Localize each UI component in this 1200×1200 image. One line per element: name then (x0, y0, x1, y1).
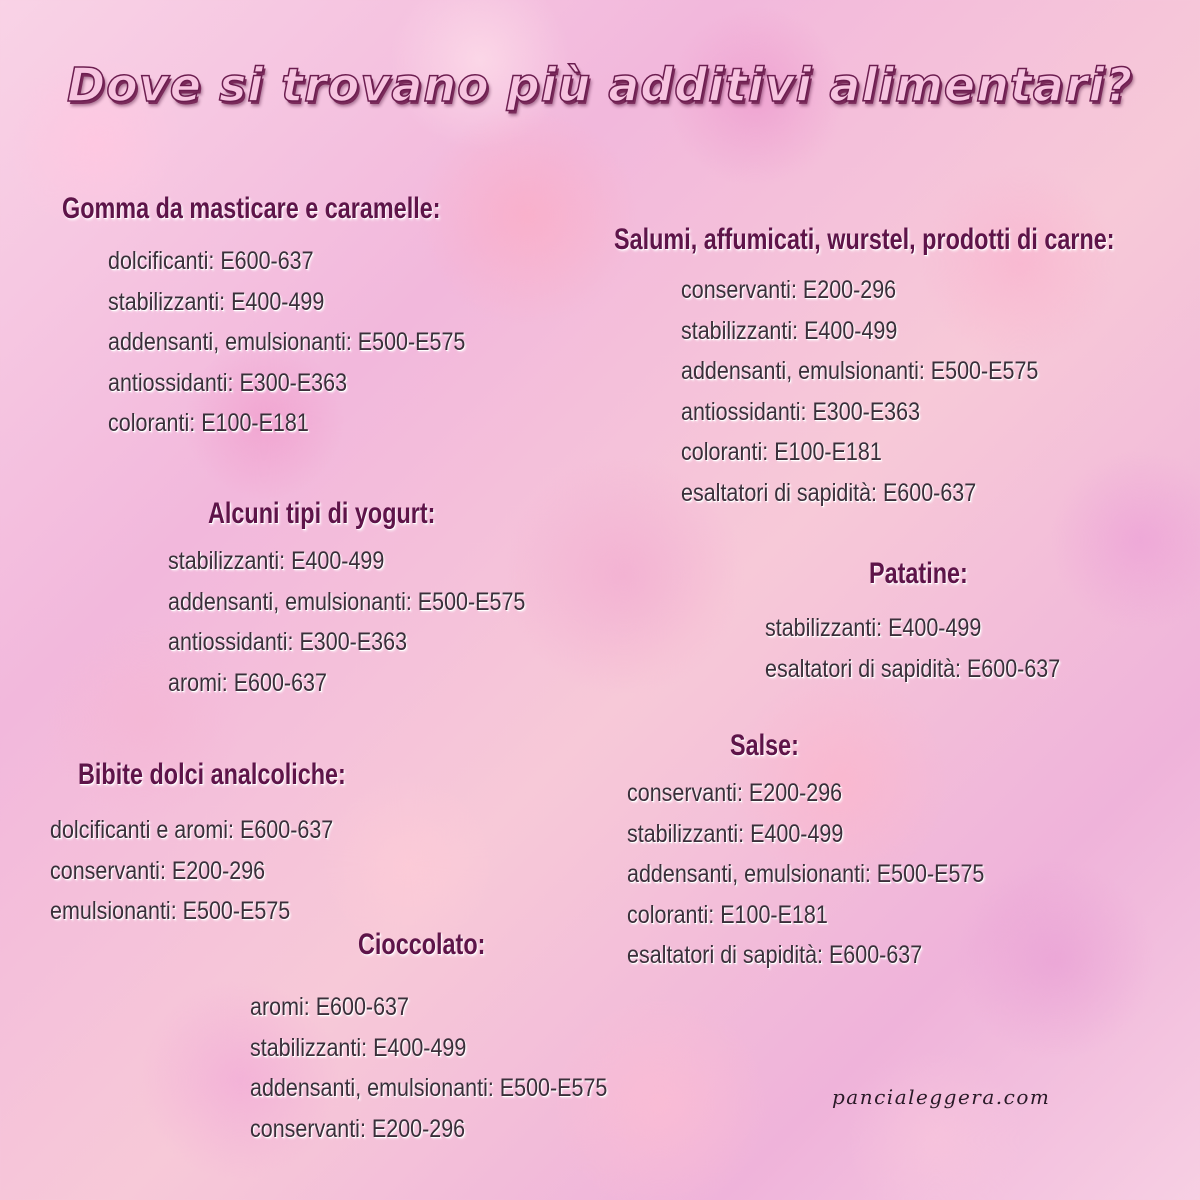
section-bibite (50, 757, 421, 932)
additive-item: aromi: E600-637 (168, 668, 327, 697)
additive-item: addensanti, emulsionanti: E500-E575 (168, 587, 526, 616)
additive-item: dolcificanti: E600-637 (108, 247, 314, 275)
additive-item: addensanti, emulsionanti: E500-E575 (681, 357, 1039, 385)
additive-list (250, 987, 666, 1149)
additive-list (108, 241, 547, 444)
additive-item: addensanti, emulsionanti: E500-E575 (108, 328, 466, 356)
additive-item: stabilizzanti: E400-499 (250, 1033, 467, 1062)
section-gomma (62, 191, 547, 444)
additive-item: coloranti: E100-E181 (681, 438, 882, 466)
additive-item: addensanti, emulsionanti: E500-E575 (627, 860, 985, 888)
additive-list (168, 541, 584, 703)
section-heading: Gomma da masticare e caramelle: (62, 192, 441, 225)
section-salse (627, 728, 1043, 976)
additive-item: aromi: E600-637 (250, 993, 409, 1021)
section-yogurt (168, 496, 584, 703)
section-patatine (765, 556, 1108, 689)
section-heading: Cioccolato: (358, 928, 486, 961)
section-heading: Salumi, affumicati, wurstel, prodotti di carne: (614, 223, 1115, 256)
additive-item: emulsionanti: E500-E575 (50, 897, 291, 925)
additive-item: addensanti, emulsionanti: E500-E575 (250, 1074, 608, 1102)
section-heading: Alcuni tipi di yogurt: (208, 497, 436, 530)
site-watermark: pancialeggera.com (832, 1085, 1051, 1109)
additive-item: coloranti: E100-E181 (108, 409, 309, 437)
page-title: Dove si trovano più additivi alimentari? (66, 58, 1134, 112)
additive-item: esaltatori di sapidità: E600-637 (681, 478, 977, 507)
additive-item: stabilizzanti: E400-499 (627, 819, 844, 848)
additive-item: stabilizzanti: E400-499 (765, 614, 982, 642)
additive-item: antiossidanti: E300-E363 (108, 368, 348, 397)
additive-item: esaltatori di sapidità: E600-637 (765, 654, 1061, 683)
additive-item: stabilizzanti: E400-499 (681, 316, 898, 345)
additive-item: coloranti: E100-E181 (627, 900, 828, 929)
additive-item: stabilizzanti: E400-499 (168, 547, 385, 575)
section-heading: Patatine: (869, 557, 968, 590)
additive-item: esaltatori di sapidità: E600-637 (627, 941, 923, 969)
additive-list (627, 773, 1043, 976)
additive-item: conservanti: E200-296 (681, 276, 897, 304)
additive-list (681, 270, 1200, 513)
section-heading: Salse: (730, 729, 799, 762)
additive-item: conservanti: E200-296 (50, 856, 266, 885)
additive-item: conservanti: E200-296 (627, 779, 843, 807)
additive-list (765, 608, 1108, 689)
additive-item: antiossidanti: E300-E363 (681, 397, 921, 426)
section-salumi (614, 222, 1200, 513)
additive-item: conservanti: E200-296 (250, 1114, 466, 1143)
additive-item: stabilizzanti: E400-499 (108, 287, 325, 316)
additive-item: antiossidanti: E300-E363 (168, 628, 408, 656)
additive-item: dolcificanti e aromi: E600-637 (50, 816, 334, 844)
section-cioccolato (250, 927, 666, 1149)
section-heading: Bibite dolci analcoliche: (78, 758, 346, 791)
additive-list (50, 810, 421, 932)
